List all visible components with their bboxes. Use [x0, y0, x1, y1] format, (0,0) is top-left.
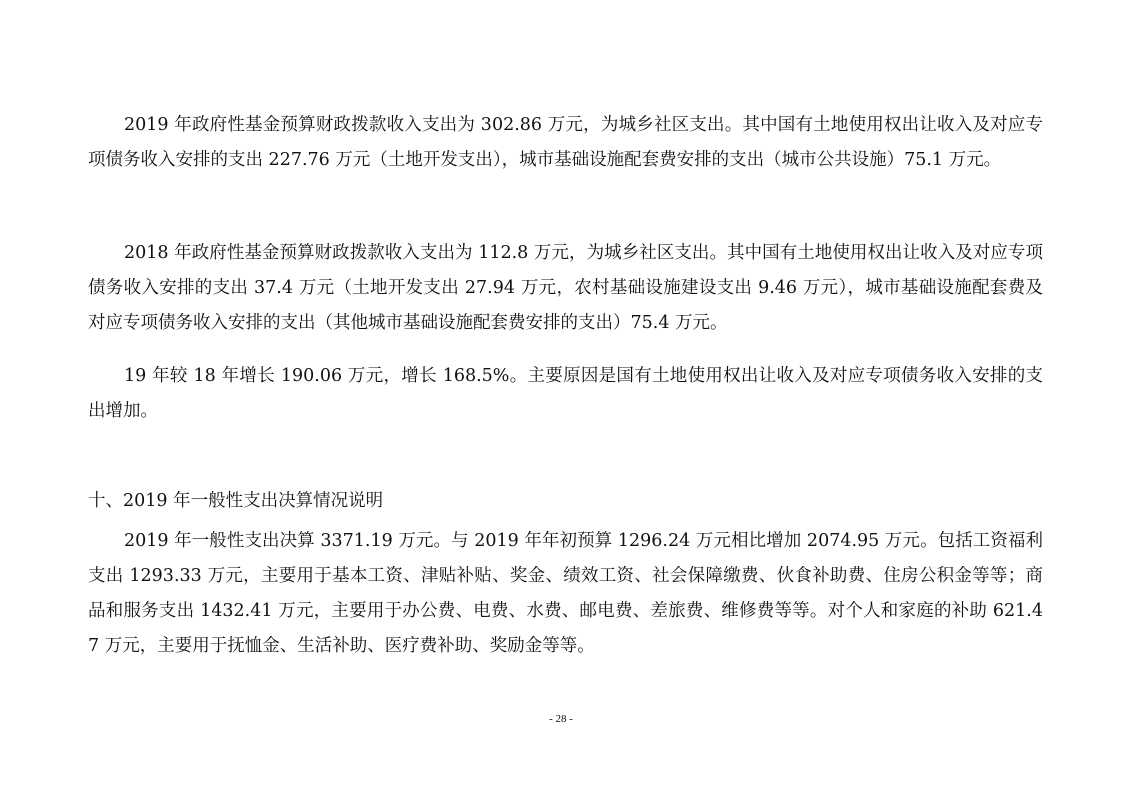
- paragraph-year-over-year-change: [88, 359, 1043, 429]
- page-number: - 28 -: [549, 713, 573, 725]
- paragraph-text: 2019 年政府性基金预算财政拨款收入支出为 302.86 万元，为城乡社区支出。其中国有土地使用权出让收入及对应专项债务收入安排的支出 227.76 万元（土地开发支出），城市基础设施配套费安排的支出（城市公共设施）75.1 万元。: [88, 115, 1043, 170]
- paragraph-text: 2018 年政府性基金预算财政拨款收入支出为 112.8 万元，为城乡社区支出。其中国有土地使用权出让收入及对应专项债务收入安排的支出 37.4 万元（土地开发支出 27.94 万元，农村基础设施建设支出 9.46 万元），城市基础设施配套费及对应专项债务收入安排的支出（其他城市基础设施配套费安排的支出）75.4 万元。: [88, 243, 1043, 333]
- paragraph-general-expenditure: [88, 524, 1043, 664]
- paragraph-2018-fund-expenditure: [88, 236, 1043, 341]
- section-heading: 十、2019 年一般性支出决算情况说明: [88, 491, 384, 511]
- paragraph-text: 2019 年一般性支出决算 3371.19 万元。与 2019 年年初预算 1296.24 万元相比增加 2074.95 万元。包括工资福利支出 1293.33 万元，主要用于基本工资、津贴补贴、奖金、绩效工资、社会保障缴费、伙食补助费、住房公积金等等；商品和服务支出 1432.41 万元，主要用于办公费、电费、水费、邮电费、差旅费、维修费等等。对个人和家庭的补助 621.47 万元，主要用于抚恤金、生活补助、医疗费补助、奖励金等等。: [88, 531, 1043, 656]
- paragraph-text: 19 年较 18 年增长 190.06 万元，增长 168.5%。主要原因是国有土地使用权出让收入及对应专项债务收入安排的支出增加。: [88, 366, 1043, 421]
- paragraph-2019-fund-expenditure: [88, 108, 1043, 178]
